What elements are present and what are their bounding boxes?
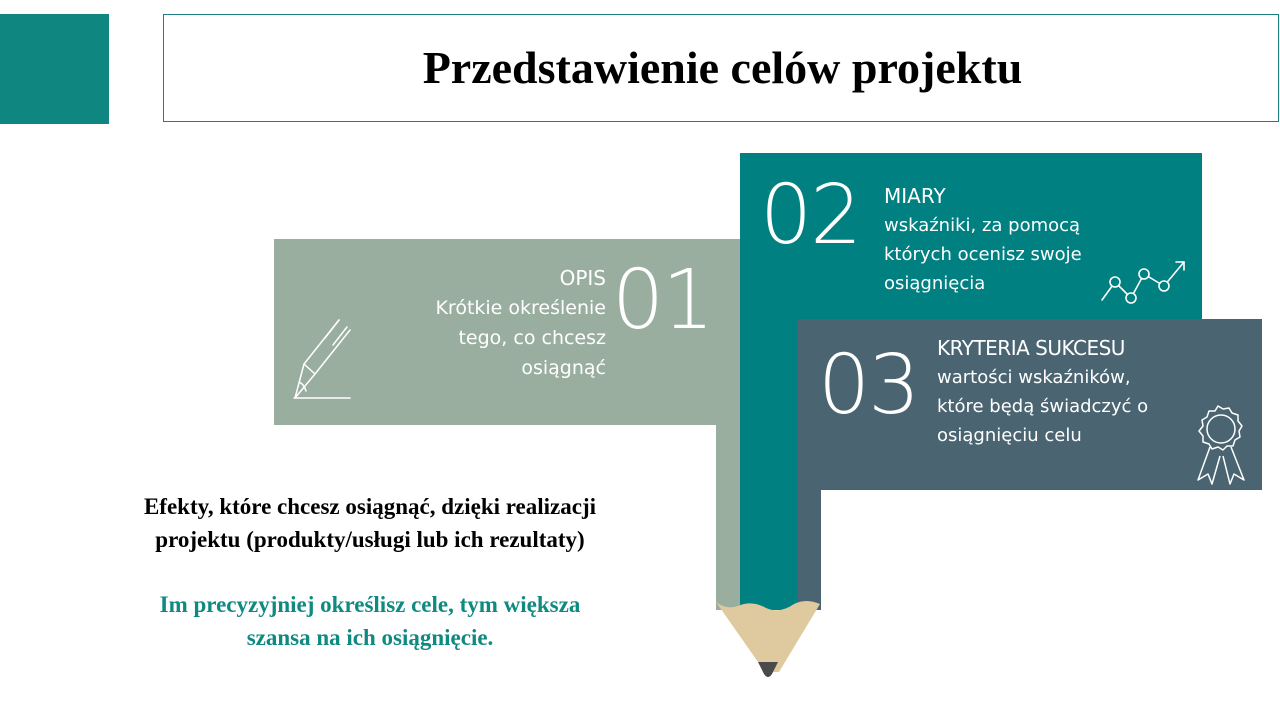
accent-statement xyxy=(60,588,680,654)
card-line: wartości wskaźników, xyxy=(937,367,1131,388)
main-statement-line: Efekty, które chcesz osiągnąć, dzięki realizacji xyxy=(143,494,597,519)
card-number-03: 03 xyxy=(818,338,919,433)
pencil-icon xyxy=(292,312,362,402)
card-line: osiągnięcia xyxy=(884,273,986,294)
card-text-miary xyxy=(884,181,1134,298)
card-number-02: 02 xyxy=(760,168,861,263)
accent-square xyxy=(0,14,109,124)
pencil-tip-icon xyxy=(712,598,828,688)
page-title: Przedstawienie celów projektu xyxy=(422,41,1023,93)
card-line: wskaźniki, za pomocą xyxy=(884,215,1081,236)
card-line: osiągnięciu celu xyxy=(937,425,1082,446)
title-box xyxy=(163,14,1279,122)
award-rosette-icon xyxy=(1186,400,1260,490)
card-heading-opis: OPIS xyxy=(559,266,606,290)
card-text-opis xyxy=(380,263,606,383)
line-chart-icon xyxy=(1098,256,1190,308)
accent-statement-line: Im precyzyjniej określisz cele, tym większa xyxy=(159,592,581,617)
pencil-stem-kryteria xyxy=(797,488,821,610)
card-line: które będą świadczyć o xyxy=(937,396,1149,417)
pencil-stem-opis xyxy=(716,420,740,610)
card-number-01: 01 xyxy=(612,253,713,348)
accent-statement-line: szansa na ich osiągnięcie. xyxy=(246,625,494,650)
main-statement-line: projektu (produkty/usługi lub ich rezultaty) xyxy=(155,527,585,552)
card-text-kryteria xyxy=(937,333,1197,450)
main-statement xyxy=(60,490,680,556)
card-heading-miary: MIARY xyxy=(884,184,946,208)
pencil-stem-miary xyxy=(740,318,797,610)
card-heading-kryteria: KRYTERIA SUKCESU xyxy=(937,336,1125,360)
card-line: osiągnąć xyxy=(521,357,606,379)
card-line: tego, co chcesz xyxy=(458,327,606,349)
card-line: Krótkie określenie xyxy=(435,297,606,319)
card-line: których ocenisz swoje xyxy=(884,244,1082,265)
